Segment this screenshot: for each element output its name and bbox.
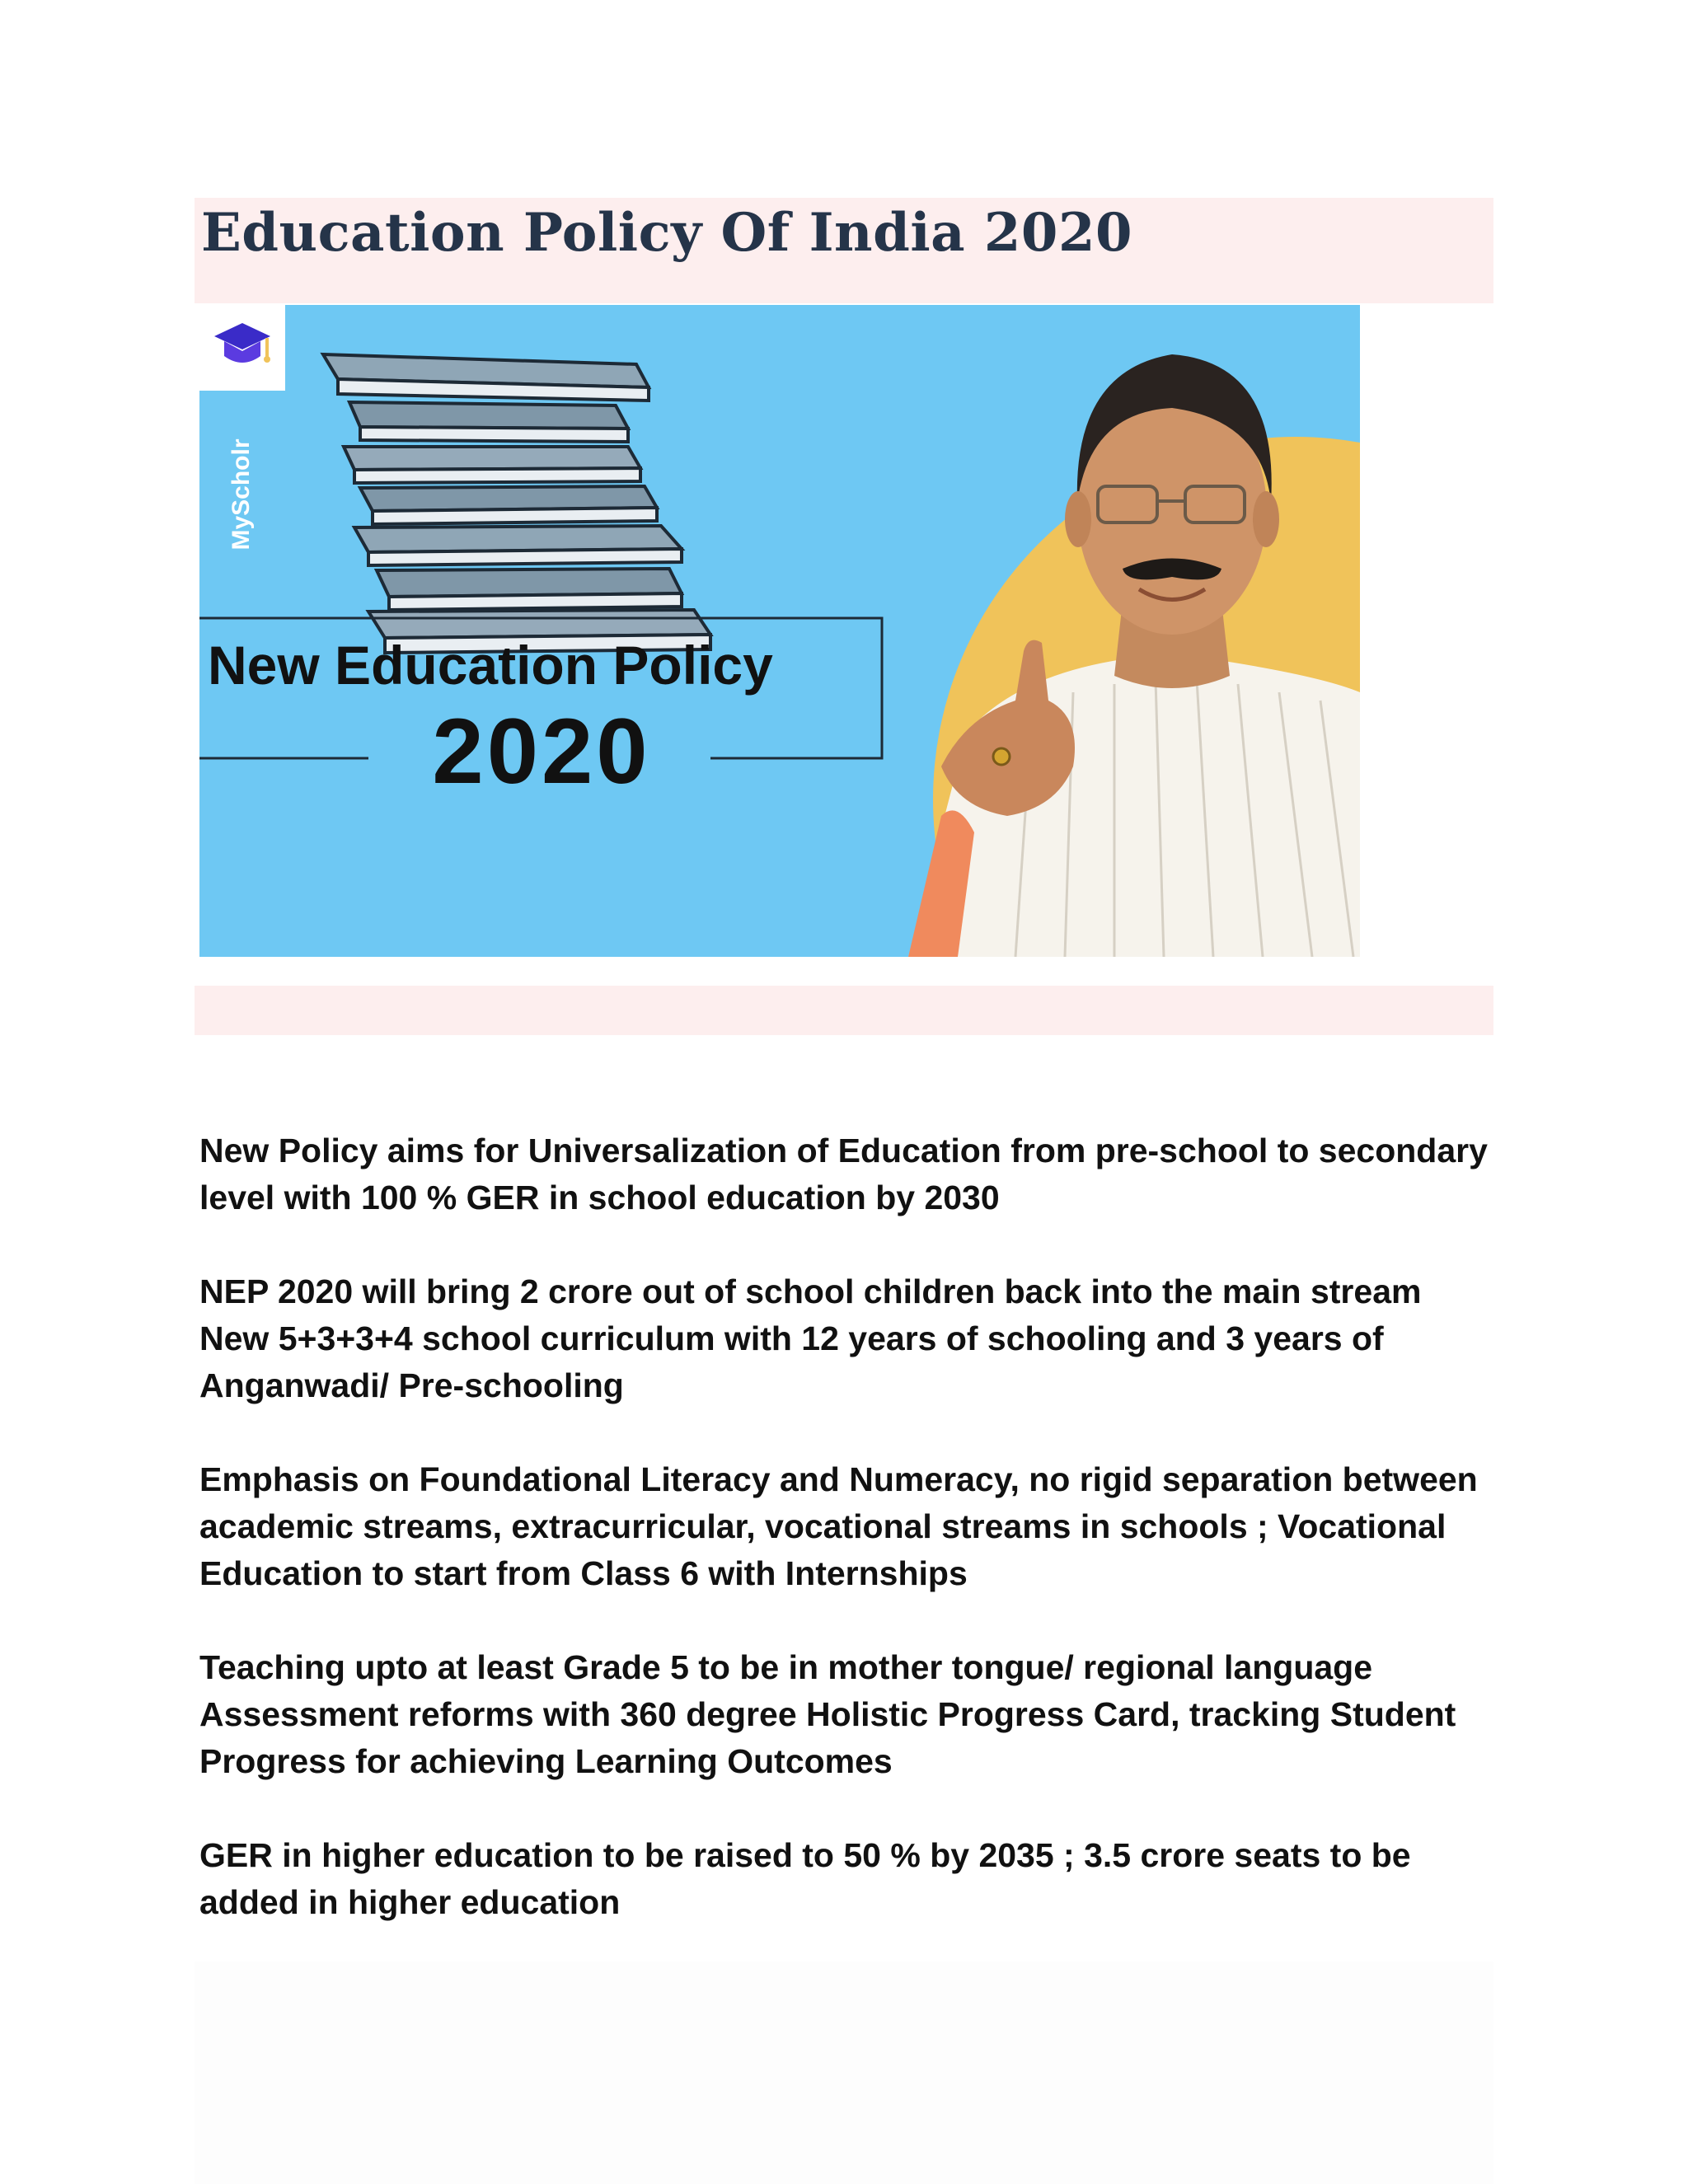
body-paragraph bbox=[199, 1456, 1502, 1597]
image-caption-band bbox=[195, 986, 1493, 1035]
paragraph-line: NEP 2020 will bring 2 crore out of school children back into the main stream bbox=[199, 1272, 1422, 1310]
paragraph-line: Emphasis on Foundational Literacy and Numeracy, no rigid separation between bbox=[199, 1460, 1478, 1498]
paragraph-line: Anganwadi/ Pre-schooling bbox=[199, 1366, 624, 1404]
banner-image bbox=[199, 305, 1360, 957]
logo-text: MyScholr bbox=[227, 438, 255, 551]
banner-headline-line2: 2020 bbox=[432, 700, 651, 803]
paragraph-line: Assessment reforms with 360 degree Holistic Progress Card, tracking Student bbox=[199, 1695, 1456, 1733]
paragraph-line: New Policy aims for Universalization of Education from pre-school to secondary bbox=[199, 1132, 1488, 1169]
paragraph-line: added in higher education bbox=[199, 1883, 621, 1921]
paragraph-line: New 5+3+3+4 school curriculum with 12 years of schooling and 3 years of bbox=[199, 1319, 1384, 1357]
banner-headline-line1: New Education Policy bbox=[208, 635, 773, 696]
body-paragraph bbox=[199, 1832, 1502, 1926]
paragraph-line: GER in higher education to be raised to 50 % by 2035 ; 3.5 crore seats to be bbox=[199, 1836, 1411, 1874]
paragraph-line: Education to start from Class 6 with Internships bbox=[199, 1554, 968, 1592]
body-paragraph bbox=[199, 1268, 1502, 1409]
document-body bbox=[199, 1127, 1502, 1973]
page-footer-area bbox=[195, 1961, 1493, 2184]
paragraph-line: level with 100 % GER in school education by 2030 bbox=[199, 1179, 1000, 1216]
paragraph-line: Teaching upto at least Grade 5 to be in mother tongue/ regional language bbox=[199, 1648, 1373, 1686]
body-paragraph bbox=[199, 1127, 1502, 1221]
paragraph-line: Progress for achieving Learning Outcomes bbox=[199, 1742, 893, 1780]
paragraph-line: academic streams, extracurricular, vocational streams in schools ; Vocational bbox=[199, 1507, 1447, 1545]
document-title: Education Policy Of India 2020 bbox=[201, 202, 1132, 264]
body-paragraph bbox=[199, 1644, 1502, 1785]
